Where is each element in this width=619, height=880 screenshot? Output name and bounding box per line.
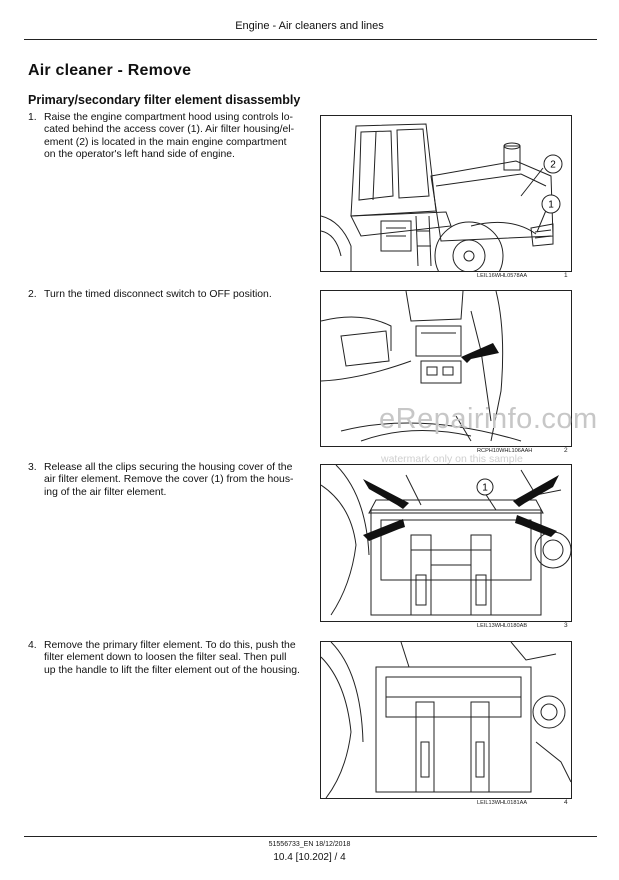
filter-drawing: [321, 642, 571, 798]
figure-1-loader: [320, 115, 572, 272]
loader-drawing: [321, 116, 571, 271]
step-2: [28, 289, 304, 301]
figure-code: RCPH10WHL106AAH: [477, 448, 533, 454]
step-line: Raise the engine compartment hood using controls lo-: [44, 112, 293, 123]
figure-number: 1: [564, 272, 568, 279]
figure-4-filter-element: [320, 641, 572, 799]
page-header: Engine - Air cleaners and lines: [235, 20, 384, 32]
figure-code: LEIL13WHL0180AB: [477, 623, 528, 629]
page-title: Air cleaner - Remove: [28, 62, 192, 79]
step-line: on the operator's left hand side of engine.: [44, 149, 235, 161]
step-number: 2.: [28, 289, 37, 300]
step-line: up the handle to lift the filter element out of the housing.: [44, 664, 300, 676]
housing-drawing: [321, 465, 571, 621]
watermark-subtext: watermark only on this sample: [381, 453, 523, 465]
figure-3-housing-cover: [320, 464, 572, 622]
step-1: [28, 112, 304, 162]
footer-page-number: 10.4 [10.202] / 4: [273, 852, 346, 863]
footer-rule: [24, 836, 597, 837]
footer-doc-id: 51556733_EN 18/12/2018: [268, 841, 351, 848]
section-subtitle: Primary/secondary filter element disassembly: [28, 93, 301, 107]
callout-1: 1: [548, 199, 554, 211]
step-number: 1.: [28, 112, 37, 123]
step-line: Remove the primary filter element. To do this, push the: [44, 640, 296, 651]
step-line: ement (2) is located in the main engine compartment: [44, 136, 287, 148]
step-line: air filter element. Remove the cover (1) from the hous-: [44, 474, 294, 486]
watermark-text: eRepairinfo.com: [379, 403, 598, 435]
step-number: 3.: [28, 462, 37, 473]
step-number: 4.: [28, 640, 37, 651]
figure-number: 4: [564, 799, 568, 806]
figure-code: LEIL13WHL0181AA: [477, 800, 528, 806]
figure-code: LEIL16WHL0578AA: [477, 273, 528, 279]
step-line: ing of the air filter element.: [44, 486, 167, 498]
step-line: Release all the clips securing the housing cover of the: [44, 462, 293, 473]
callout-2: 2: [550, 159, 556, 171]
step-3: [28, 462, 304, 499]
header-rule: [24, 39, 597, 40]
step-line: filter element down to loosen the filter seal. Then pull: [44, 652, 287, 664]
step-4: [28, 640, 304, 677]
callout-1: 1: [482, 482, 488, 494]
figure-number: 3: [564, 622, 568, 629]
figure-number: 2: [564, 447, 568, 454]
step-line: Turn the timed disconnect switch to OFF position.: [44, 289, 272, 300]
step-line: cated behind the access cover (1). Air filter housing/el-: [44, 124, 295, 136]
